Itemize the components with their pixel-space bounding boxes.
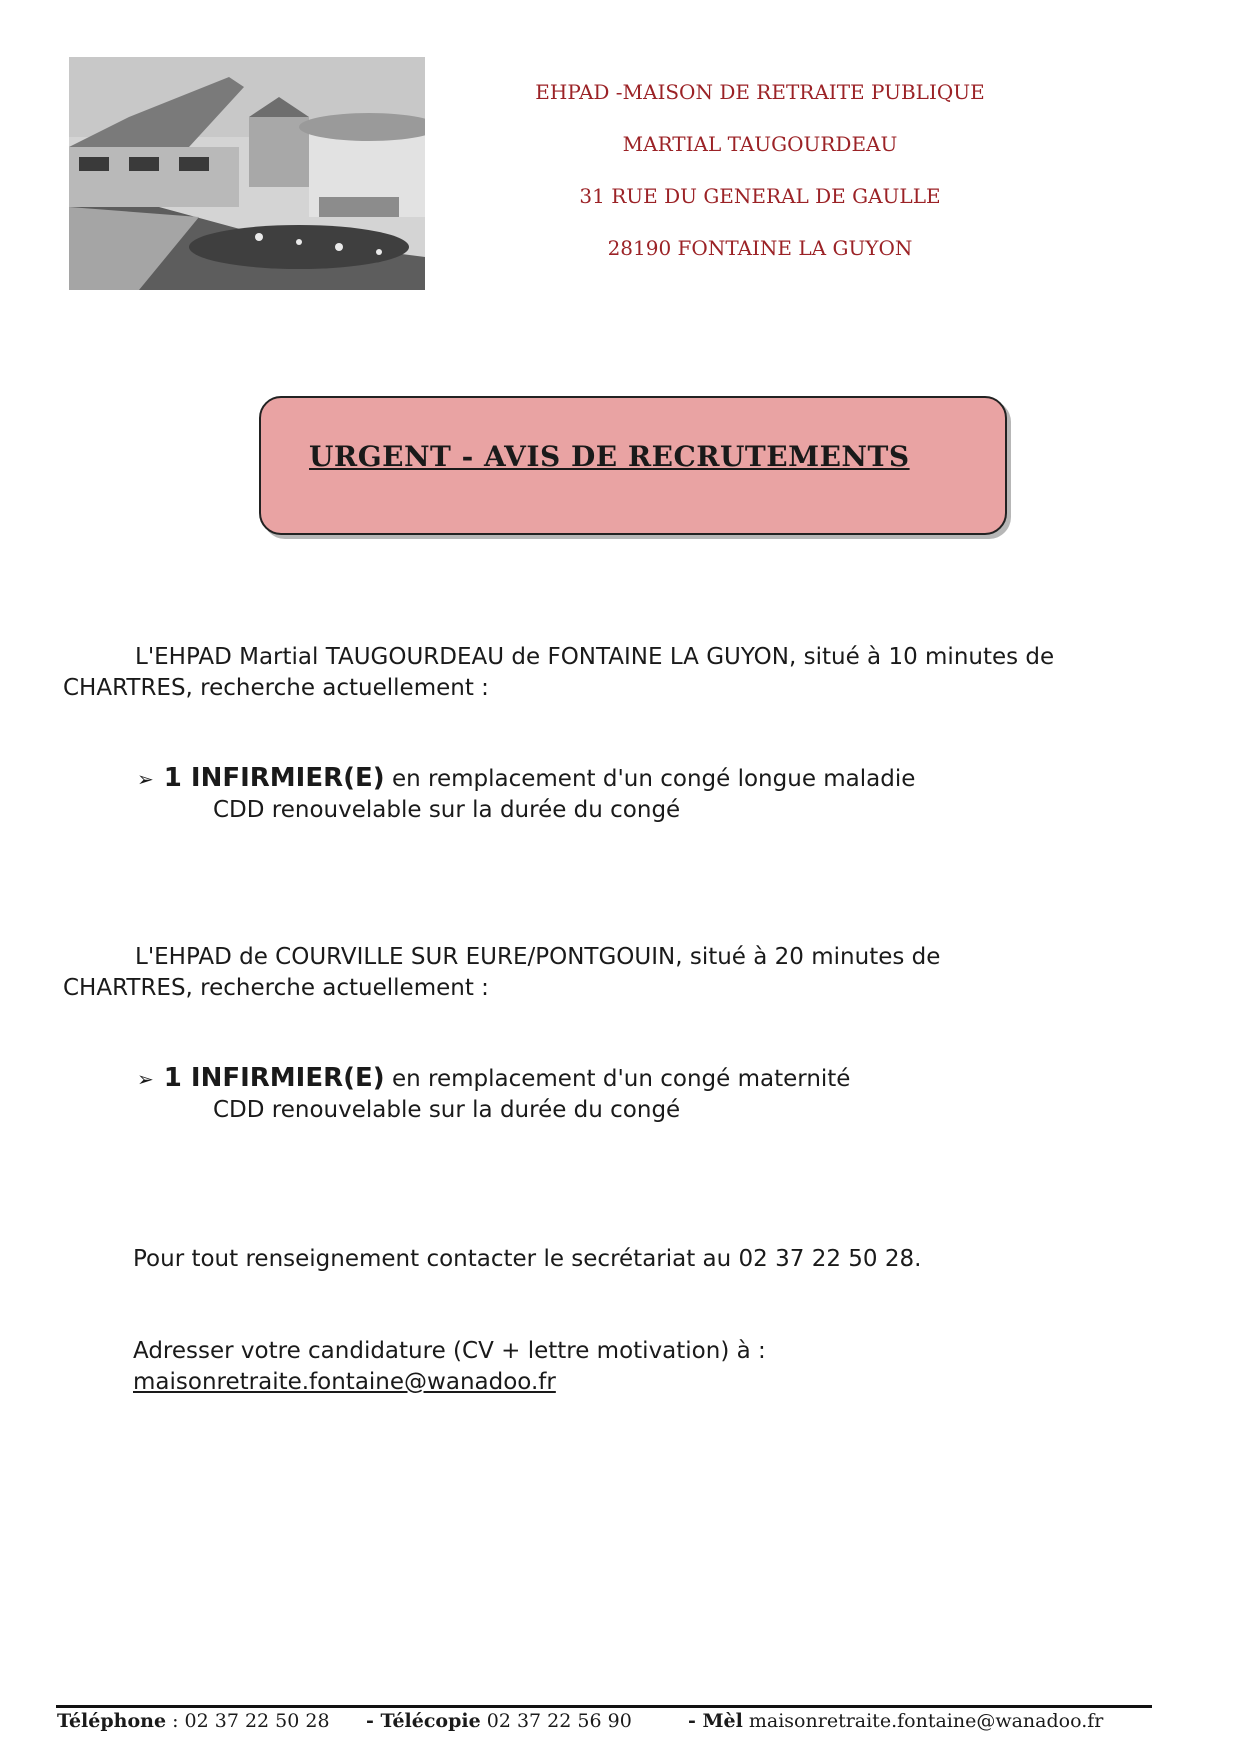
arrow-bullet-icon: ➢ [137,1067,154,1091]
header-line-name: MARTIAL TAUGOURDEAU [622,132,898,156]
offer2-intro [63,942,1163,1004]
arrow-bullet-icon: ➢ [137,767,154,791]
footer-mail-label: - Mèl [688,1710,743,1732]
offer2-bullet [137,1063,1037,1126]
header-line-city: 28190 FONTAINE LA GUYON [607,236,913,260]
footer-fax-label: - Télécopie [366,1710,481,1732]
building-photo-drawing [69,57,425,290]
offer2-contract: CDD renouvelable sur la durée du congé [213,1097,681,1123]
header-line-street: 31 RUE DU GENERAL DE GAULLE [579,184,941,208]
application-block [133,1336,1133,1398]
offer1-position: 1 INFIRMIER(E) [163,763,385,793]
building-photo [69,57,425,290]
footer-fax-value: 02 37 22 56 90 [486,1710,632,1732]
footer-phone-value: : 02 37 22 50 28 [172,1710,330,1732]
application-instruction: Adresser votre candidature (CV + lettre motivation) à : [133,1338,766,1364]
footer-mail [688,1710,1103,1732]
header-address-block [470,72,1050,280]
offer2-reason: en remplacement d'un congé maternité [391,1066,851,1092]
footer-mail-value[interactable]: maisonretraite.fontaine@wanadoo.fr [748,1710,1104,1732]
title-banner [259,396,1007,535]
offer1-bullet [137,763,1037,826]
offer1-contract: CDD renouvelable sur la durée du congé [213,797,681,823]
offer2-intro-line2: CHARTRES, recherche actuellement : [63,975,489,1001]
application-email-link[interactable]: maisonretraite.fontaine@wanadoo.fr [133,1369,556,1395]
offer2-intro-line1: L'EHPAD de COURVILLE SUR EURE/PONTGOUIN, situé à 20 minutes de [135,944,941,970]
offer2-bullet-line [137,1063,1037,1095]
contact-info: Pour tout renseignement contacter le secrétariat au 02 37 22 50 28. [133,1246,922,1272]
footer-phone-label: Téléphone [57,1710,167,1732]
footer-phone [57,1710,330,1732]
offer1-intro-line1: L'EHPAD Martial TAUGOURDEAU de FONTAINE LA GUYON, situé à 10 minutes de [135,644,1055,670]
offer1-intro [63,642,1163,704]
offer1-reason: en remplacement d'un congé longue maladie [391,766,916,792]
footer-fax [366,1710,632,1732]
offer2-position: 1 INFIRMIER(E) [163,1063,385,1093]
offer1-bullet-line [137,763,1037,795]
footer-divider [56,1705,1152,1708]
header-line-organization: EHPAD -MAISON DE RETRAITE PUBLIQUE [535,80,985,104]
offer1-intro-line2: CHARTRES, recherche actuellement : [63,675,489,701]
banner-title: URGENT - AVIS DE RECRUTEMENTS [309,440,910,473]
